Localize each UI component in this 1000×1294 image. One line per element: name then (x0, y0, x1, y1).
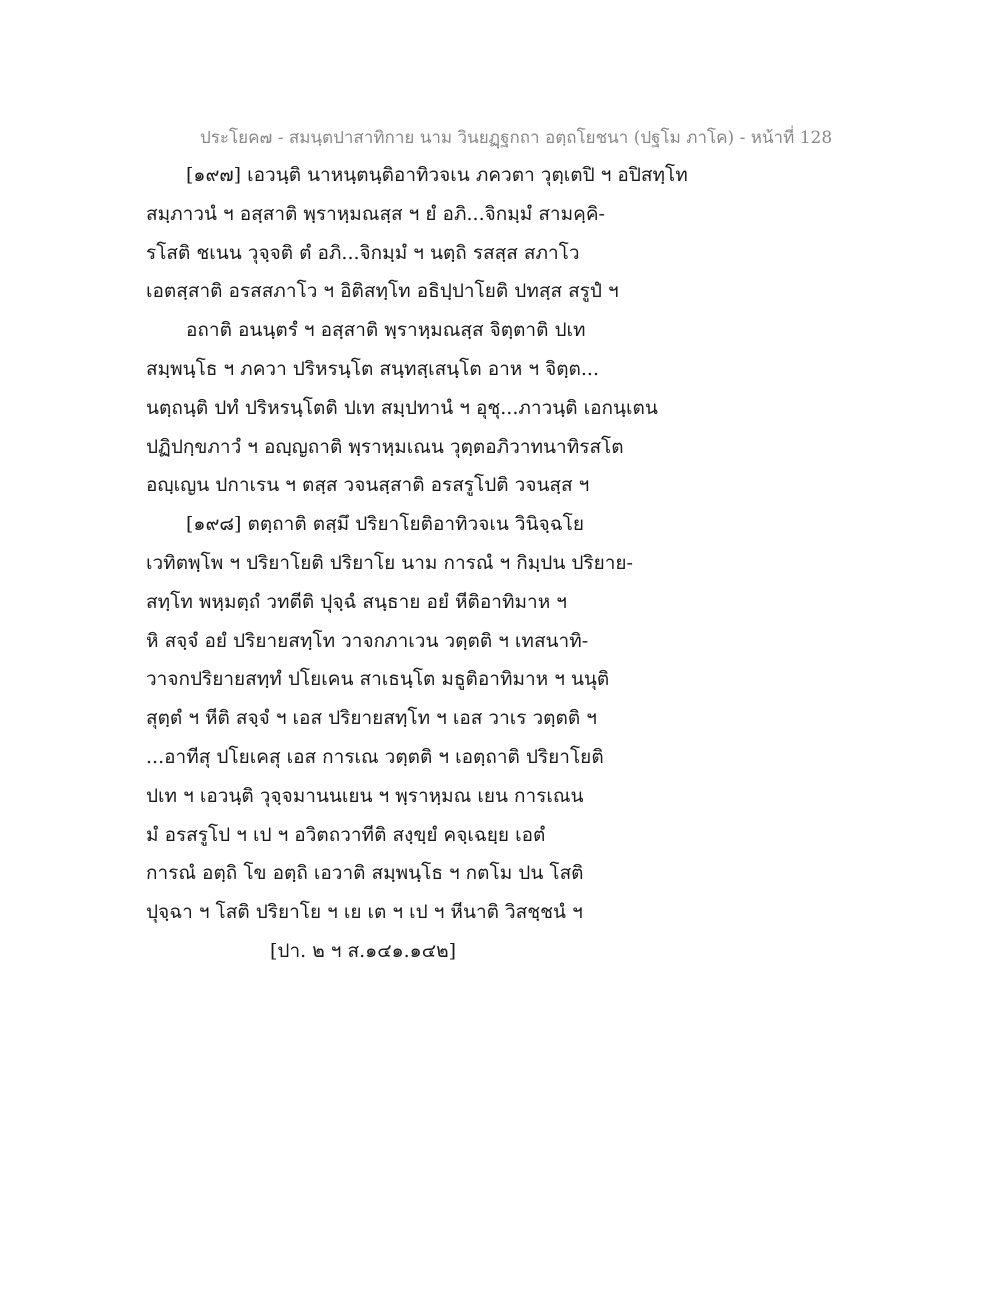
source-reference: [ปา. ๒ ฯ ส.๑๔๑.๑๔๒] (270, 939, 457, 962)
paragraph-line: ปฏิปกฺขภาวํ ฯ อญฺญถาติ พฺราหฺมเณน วุตฺตอภิวาทนาทิรสโต (146, 435, 624, 458)
paragraph-line: ...อาทีสุ ปโยเคสุ เอส การเณ วตฺตติ ฯ เอตฺถาติ ปริยาโยติ (146, 745, 604, 768)
paragraph-line: วาจกปริยายสทฺทํ ปโยเคน สาเธนฺโต มธูติอาทิมาห ฯ นนุติ (146, 668, 610, 691)
paragraph-line: การณํ อตฺถิ โข อตฺถิ เอวาติ สมฺพนฺโธ ฯ กตโม ปน โสติ (146, 862, 584, 885)
paragraph-line: [๑๙๘] ตตฺถาติ ตสฺมึ ปริยาโยติอาทิวจเน วินิจฺฉโย (186, 513, 584, 536)
paragraph-line: สทฺโท พหฺมตฺถํ วทตีติ ปุจฺฉํ สนฺธาย อยํ หีติอาทิมาห ฯ (146, 590, 567, 613)
paragraph-line: สุตฺตํ ฯ หีติ สจฺจํ ฯ เอส ปริยายสทฺโท ฯ เอส วาเร วตฺตติ ฯ (146, 707, 597, 730)
paragraph-line: หิ สจฺจํ อยํ ปริยายสทฺโท วาจกภาเวน วตฺตติ ฯ เทสนาทิ- (146, 629, 589, 652)
paragraph-line: ปเท ฯ เอวนฺติ วุจฺจมานนเยน ฯ พฺราหฺมณ เยน การเณน (146, 784, 584, 807)
paragraph-line: รโสติ ชเนน วุจฺจติ ตํ อภิ...จิกมฺมํ ฯ นตฺถิ รสสฺส สภาโว (146, 241, 580, 264)
paragraph-line: สมฺพนฺโธ ฯ ภควา ปริหรนฺโต สนฺทสฺเสนฺโต อาห ฯ จิตฺต... (146, 357, 600, 380)
paragraph-line: อถาติ อนนฺตรํ ฯ อสฺสาติ พฺราหฺมณสฺส จิตฺตาติ ปเท (186, 319, 586, 342)
paragraph-line: อญฺเญน ปกาเรน ฯ ตสฺส วจนสฺสาติ อรสรูโปติ วจนสฺส ฯ (146, 474, 590, 497)
paragraph-line: เอตสฺสาติ อรสสภาโว ฯ อิติสทฺโท อธิปฺปาโยติ ปทสฺส สรูปํ ฯ (146, 280, 619, 303)
running-header: ประโยค๗ - สมนฺตปาสาทิกาย นาม วินยฏฺฐกถา อตฺถโยชนา (ปฐโม ภาโค) - หน้าที่ 128 (200, 128, 833, 148)
paragraph-line: สมฺภาวนํ ฯ อสฺสาติ พฺราหฺมณสฺส ฯ ยํ อภิ...จิกมฺมํ สามคฺคิ- (146, 202, 605, 225)
paragraph-line: มํ อรสรูโป ฯ เป ฯ อวิตถวาทีติ สงฺขฺยํ คจฺเฉยฺย เอตํ (146, 823, 546, 846)
body-text (146, 156, 686, 971)
paragraph-line: ปุจฺฉา ฯ โสติ ปริยาโย ฯ เย เต ฯ เป ฯ หีนาติ วิสชฺชนํ ฯ (146, 901, 583, 924)
paragraph-line: [๑๙๗] เอวนฺติ นาหนฺตนฺติอาทิวจเน ภควตา วุตฺเตปิ ฯ อปิสทฺโท (186, 164, 688, 186)
paragraph-line: เวทิตพฺโพ ฯ ปริยาโยติ ปริยาโย นาม การณํ ฯ กิมฺปน ปริยาย- (146, 551, 633, 574)
paragraph-line: นตฺถนฺติ ปทํ ปริหรนฺโตติ ปเท สมฺปทานํ ฯ อุชุ...ภาวนฺติ เอกนฺเตน (146, 396, 658, 419)
